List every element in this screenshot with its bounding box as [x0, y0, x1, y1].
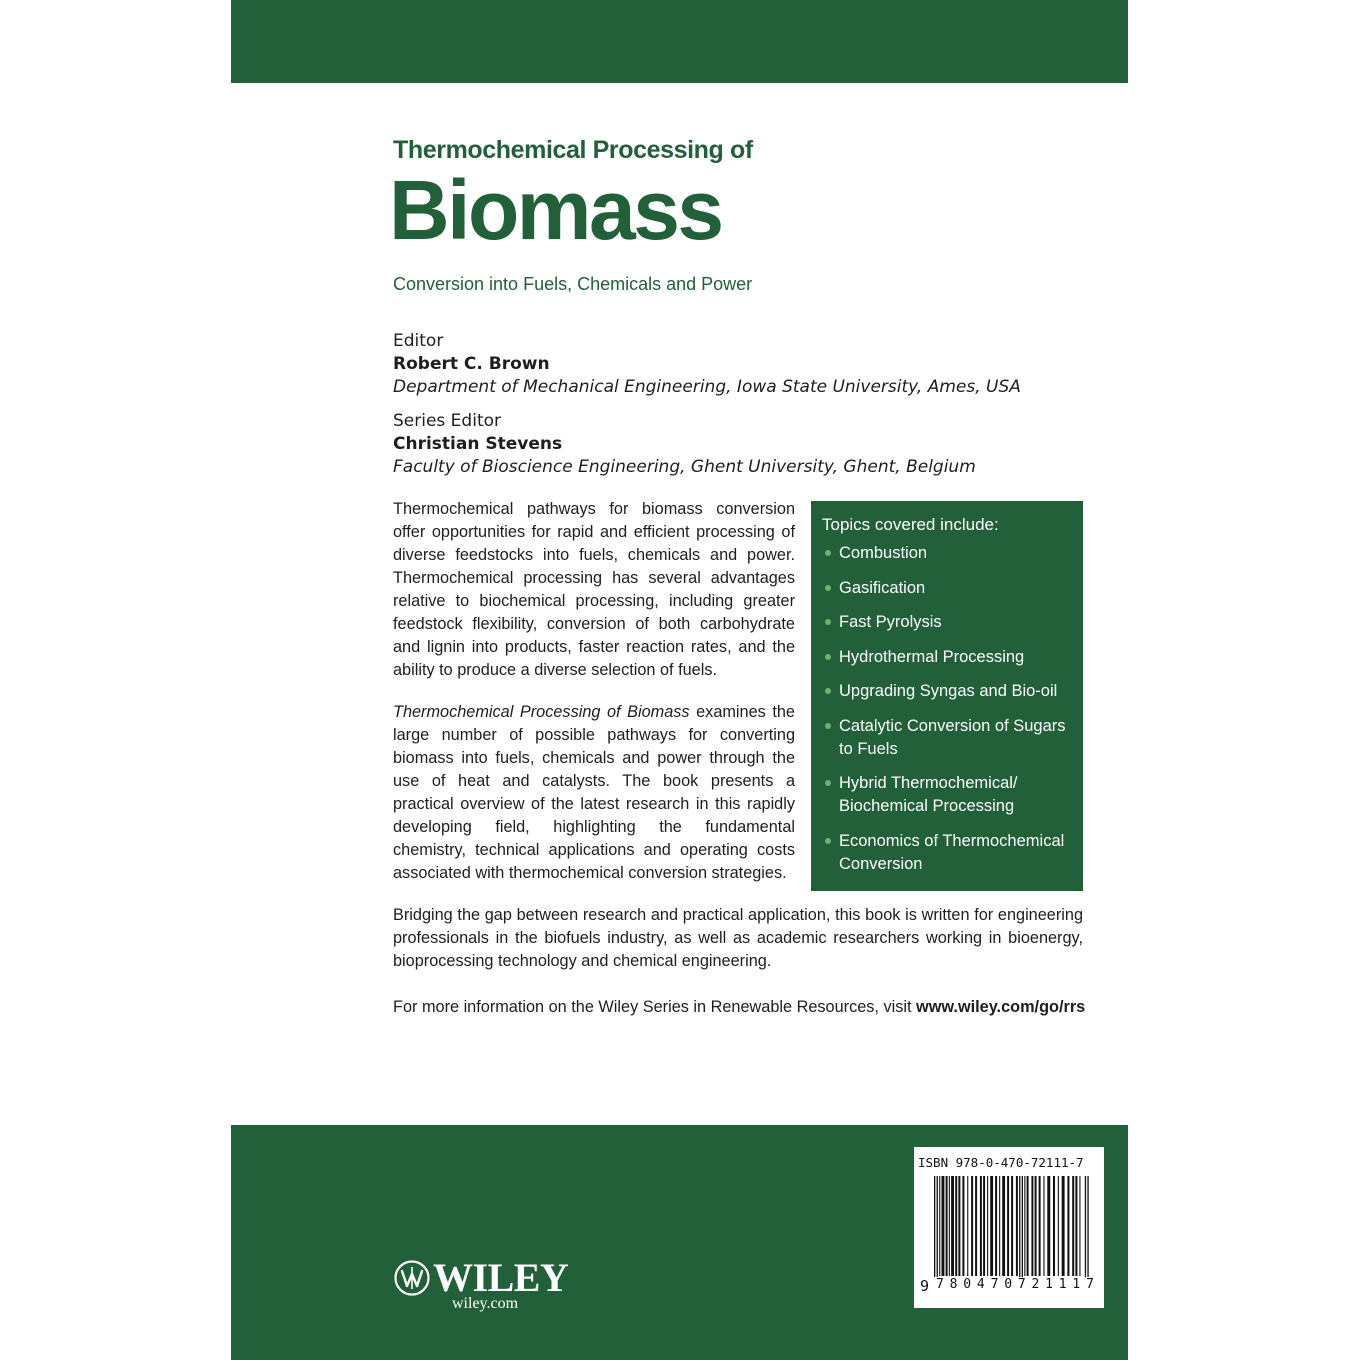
isbn-number: ISBN 978-0-470-72111-7 [918, 1155, 1084, 1170]
barcode-bar [971, 1176, 973, 1276]
back-cover [231, 0, 1128, 1360]
description-book-title: Thermochemical Processing of Biomass [393, 703, 690, 721]
series-editor-name: Christian Stevens [393, 434, 563, 454]
ean-digit: 8 [949, 1277, 958, 1292]
ean-digit: 7 [1086, 1277, 1094, 1292]
barcode-bar [951, 1176, 954, 1276]
topic-item [822, 772, 1071, 818]
barcode-bar [1079, 1176, 1080, 1276]
topic-label: Gasification [839, 578, 926, 597]
ean-first-digit: 9 [920, 1277, 930, 1295]
wiley-emblem-icon [393, 1259, 431, 1297]
bullet-icon [825, 654, 831, 660]
barcode-bar [983, 1176, 985, 1276]
bullet-icon [825, 619, 831, 625]
ean-digit: 7 [936, 1277, 944, 1292]
barcode-bar [987, 1176, 988, 1276]
topics-heading: Topics covered include: [822, 515, 999, 534]
barcode-bar [1039, 1176, 1041, 1276]
description-paragraph-2 [393, 701, 795, 885]
barcode-bar [1043, 1176, 1044, 1276]
barcode-bar [946, 1176, 948, 1276]
barcode-bar [1087, 1176, 1088, 1292]
ean-barcode [934, 1176, 1090, 1292]
bullet-icon [825, 838, 831, 844]
topics-box [811, 501, 1083, 891]
more-info-text: For more information on the Wiley Series in Renewable Resources, visit [393, 998, 917, 1016]
publisher-logo [393, 1255, 569, 1313]
barcode-bar [990, 1176, 993, 1276]
ean-digit: 2 [1031, 1277, 1040, 1292]
barcode-bar [1062, 1176, 1065, 1276]
barcode-bar [942, 1176, 945, 1276]
barcode-bar [975, 1176, 977, 1276]
ean-digits [934, 1277, 1096, 1292]
description-paragraph-3: Bridging the gap between research and practical application, this book is written for engineering professionals in the biofuels industry, as well as academic researchers working in bioenergy, bioprocessing technology and chemical engineering. [393, 906, 1083, 970]
topics-list [822, 542, 1071, 876]
barcode-bar [958, 1176, 960, 1276]
barcode-bar [934, 1176, 935, 1292]
publisher-url: wiley.com [452, 1295, 519, 1312]
topic-label: Catalytic Conversion of Sugars to Fuels [839, 716, 1066, 758]
editor-name: Robert C. Brown [393, 354, 550, 374]
ean-digit: 7 [1017, 1277, 1026, 1292]
ean-digit: 7 [990, 1277, 999, 1292]
bullet-icon [825, 688, 831, 694]
series-editor-role: Series Editor [393, 411, 501, 431]
barcode-bar [1011, 1176, 1013, 1276]
barcode-bar [949, 1176, 950, 1276]
barcode-bar [1024, 1176, 1025, 1276]
barcode-bar [1085, 1176, 1086, 1292]
book-title: Biomass [389, 163, 722, 257]
series-editor-block [393, 410, 1093, 479]
editor-role: Editor [393, 331, 444, 351]
topic-item [822, 577, 1071, 600]
book-subtitle: Conversion into Fuels, Chemicals and Power [393, 274, 753, 294]
barcode-bar [995, 1176, 997, 1276]
barcode-bar [937, 1176, 938, 1292]
barcode-bar [1072, 1176, 1074, 1276]
ean-digit: 1 [1058, 1277, 1067, 1292]
topic-label: Hybrid Thermochemical/ Biochemical Processing [839, 774, 1018, 815]
isbn-barcode-label [914, 1147, 1104, 1308]
barcode-bar [955, 1176, 957, 1276]
topic-label: Upgrading Syngas and Bio-oil [839, 682, 1058, 700]
bullet-icon [825, 550, 831, 556]
barcode-bar [967, 1176, 968, 1276]
description-paragraph-1: Thermochemical pathways for biomass conversion offer opportunities for rapid and efficient processing of diverse feedstocks into fuels, chemicals and power. Thermochemical processing has several advantages relative to biochemical processing, including greater feedstock flexibility, conversion of both carbohydrate and lignin into products, faster reaction rates, and the ability to produce a diverse selection of fuels. [393, 500, 795, 679]
top-green-band [231, 0, 1128, 83]
topic-item [822, 680, 1071, 703]
bottom-green-band [231, 1125, 1128, 1360]
ean-digit: 0 [1004, 1277, 1013, 1292]
topic-label: Fast Pyrolysis [839, 613, 942, 631]
barcode-bar [939, 1176, 940, 1276]
topic-label: Economics of Thermochemical Conversion [839, 831, 1065, 873]
ean-digit: 1 [1045, 1277, 1053, 1292]
ean-digit: 1 [1072, 1277, 1081, 1292]
barcode-bar [1002, 1176, 1005, 1276]
barcode-bar [1067, 1176, 1069, 1276]
publisher-wordmark: WILEY [433, 1255, 569, 1300]
bullet-icon [825, 585, 831, 591]
series-editor-affiliation: Faculty of Bioscience Engineering, Ghent University, Ghent, Belgium [393, 457, 976, 477]
barcode-bar [1031, 1176, 1033, 1276]
barcode-bar [1035, 1176, 1037, 1276]
barcode-bar [1016, 1176, 1018, 1276]
barcode-bar [962, 1176, 964, 1276]
barcode-bar [980, 1176, 982, 1276]
ean-digit: 4 [976, 1277, 985, 1292]
barcode-bar [1053, 1176, 1055, 1276]
barcode-bar [1019, 1176, 1020, 1292]
editor-block [393, 330, 1093, 399]
credits [393, 330, 1093, 479]
topic-label: Combustion [839, 544, 928, 562]
description-paragraph-2-text: examines the large number of possible pathways for converting biomass into fuels, chemicals and power through the use of heat and catalysts. The book presents a practical overview of the latest research in this rapidly developing field, highlighting the fundamental chemistry, technical applications and operating costs associated with thermochemical conversion strategies. [393, 703, 795, 882]
topic-item [822, 830, 1071, 876]
bullet-icon [825, 780, 831, 786]
series-url-link[interactable]: www.wiley.com/go/rrs [916, 998, 1086, 1016]
topic-item [822, 542, 1071, 565]
barcode-bar [1022, 1176, 1023, 1292]
editor-affiliation: Department of Mechanical Engineering, Iowa State University, Ames, USA [393, 377, 1021, 397]
barcode-bar [1027, 1176, 1029, 1276]
barcode-bar [999, 1176, 1000, 1276]
topic-item [822, 646, 1071, 669]
barcode-bar [1007, 1176, 1009, 1276]
barcode-bar [1058, 1176, 1059, 1276]
topic-item [822, 611, 1071, 634]
series-title: Thermochemical Processing of [393, 136, 753, 164]
barcode-bar [1047, 1176, 1050, 1276]
ean-digit: 0 [963, 1277, 972, 1292]
more-info-line [393, 996, 1086, 1019]
topic-item [822, 715, 1071, 761]
barcode-bar [1075, 1176, 1077, 1276]
bullet-icon [825, 723, 831, 729]
topic-label: Hydrothermal Processing [839, 647, 1025, 666]
